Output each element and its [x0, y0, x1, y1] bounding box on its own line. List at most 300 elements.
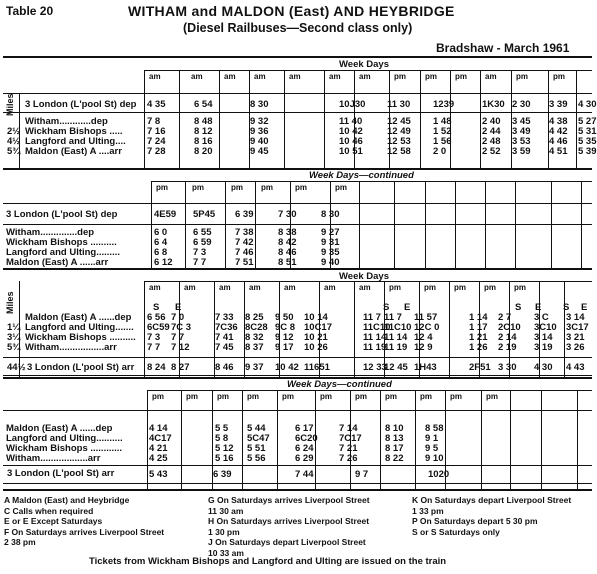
train-time: 10C17 [304, 322, 332, 333]
train-time: 6 17 [295, 423, 314, 434]
station-name: Maldon (East) A ......dep [6, 423, 113, 434]
notes-column-2 [208, 495, 370, 558]
train-time: 5C47 [247, 433, 270, 444]
train-time: 8 22 [385, 453, 404, 464]
station-mileage: 2½ [7, 126, 21, 137]
train-time: 8 38 [278, 227, 297, 238]
train-time: 5 51 [247, 443, 266, 454]
train-time: 7 46 [235, 247, 254, 258]
train-time: 8 42 [278, 237, 297, 248]
station-name: Langford and Ulting.......... [6, 433, 123, 444]
train-time: 9 32 [250, 116, 269, 127]
train-time: 8 51 [278, 257, 297, 268]
train-time: 3 59 [512, 146, 531, 157]
train-time: 11 57 [414, 312, 438, 323]
train-time: 5 5 [215, 423, 229, 434]
miles-label: Miles [5, 291, 15, 314]
period-label: am [289, 72, 301, 81]
period-label: pm [217, 392, 229, 401]
arrival-time: 8 27 [171, 362, 190, 373]
row-rule [147, 390, 592, 391]
note-line: C Calls when required [4, 505, 94, 516]
train-time: 8 32 [245, 332, 264, 343]
train-time: 4 51 [549, 146, 568, 157]
arrival-time: 12 33 [363, 362, 387, 373]
arrival-time: 4 30 [534, 362, 553, 373]
train-time: 12 49 [387, 126, 411, 137]
train-time: 7 33 [215, 312, 234, 323]
column-rule [455, 181, 456, 270]
train-time: 3C10 [534, 322, 557, 333]
train-time: 7 24 [147, 136, 166, 147]
train-time: 3 C [534, 312, 549, 323]
train-time: 11 40 [339, 116, 363, 127]
column-rule [242, 390, 243, 491]
note-line: 2 38 pm [4, 537, 36, 547]
station-name: Wickham Bishops ..... [25, 126, 123, 137]
train-time: 1 52 [433, 126, 452, 137]
train-time: 5 44 [247, 423, 266, 434]
london-station: 3 London (L'pool St) arr [7, 468, 115, 479]
column-rule [577, 390, 578, 491]
train-time: 7 3 [193, 247, 207, 258]
period-label: am [359, 72, 371, 81]
period-label: pm [553, 72, 565, 81]
station-name: Wickham Bishops ............ [6, 443, 123, 454]
train-time: 8C28 [245, 322, 268, 333]
period-label: am [191, 72, 203, 81]
train-time: 1 26 [469, 342, 488, 353]
note-line: E or E Except Saturdays [4, 516, 103, 526]
column-rule [551, 181, 552, 270]
period-label: am [485, 72, 497, 81]
arrival-time: 8 46 [215, 362, 234, 373]
section-heading: Week Days—continued [309, 170, 414, 181]
train-time: 7 0 [171, 312, 185, 323]
row-rule [3, 112, 592, 113]
train-time: 5 31 [578, 126, 597, 137]
period-label: am [149, 72, 161, 81]
notes-column-1 [4, 495, 164, 548]
station-mileage: 3¼ [7, 332, 21, 343]
note-line: P On Saturdays depart 5 30 pm [412, 516, 538, 526]
period-label: pm [420, 392, 432, 401]
page-title: WITHAM and MALDON (East) AND HEYBRIDGE [128, 3, 455, 19]
row-rule [3, 375, 592, 376]
train-time: 7 7 [193, 257, 207, 268]
station-name: Witham.................arr [25, 342, 117, 353]
train-time: 11 19 [384, 342, 408, 353]
column-rule [277, 390, 278, 491]
page-subtitle: (Diesel Railbuses—Second class only) [183, 21, 413, 35]
arrival-time: 7 44 [295, 469, 314, 480]
train-time: 8 20 [194, 146, 213, 157]
train-time: 9C 8 [275, 322, 296, 333]
arrival-time: 10 42 [275, 362, 299, 373]
period-label: am [359, 283, 371, 292]
period-label: pm [152, 392, 164, 401]
period-label: pm [425, 72, 437, 81]
note-line: 1 33 pm [412, 505, 444, 516]
period-label: pm [514, 283, 526, 292]
note-line: A Maldon (East) and Heybridge [4, 495, 130, 505]
train-time: 9 10 [425, 453, 444, 464]
period-label: pm [282, 392, 294, 401]
period-label: am [284, 283, 296, 292]
train-time: 9 40 [321, 257, 340, 268]
column-rule [485, 181, 486, 270]
train-time: 7C 3 [171, 322, 192, 333]
arrival-time: 2F51 [469, 362, 491, 373]
arrival-time: 9 37 [245, 362, 264, 373]
train-time: 1 14 [469, 312, 488, 323]
section-heading: Week Days—continued [287, 379, 392, 390]
departure-time: 6 54 [194, 99, 213, 110]
train-time: 9 40 [250, 136, 269, 147]
train-time: 9 35 [321, 247, 340, 258]
train-time: 12 53 [387, 136, 411, 147]
row-rule [3, 203, 592, 204]
station-name: Langford and Ulting......... [6, 247, 120, 258]
period-label: am [329, 72, 341, 81]
station-name: Langford and Ulting.... [25, 136, 126, 147]
departure-time: 11 30 [387, 99, 411, 110]
saturday-flag: E [175, 302, 182, 313]
train-time: 8 37 [245, 342, 264, 353]
train-time: 7 7 [171, 332, 185, 343]
column-rule [284, 70, 285, 170]
train-time: 7C36 [215, 322, 238, 333]
column-rule [420, 70, 421, 170]
train-time: 4 42 [549, 126, 568, 137]
column-rule [564, 281, 565, 379]
period-label: pm [394, 72, 406, 81]
column-rule [354, 281, 355, 379]
train-time: 12C 0 [414, 322, 440, 333]
train-time: 11 7 [384, 312, 402, 323]
note-line: H On Saturdays arrives Liverpool Street [208, 516, 370, 526]
train-time: 6 55 [193, 227, 212, 238]
train-time: 5 16 [215, 453, 234, 464]
train-time: 10 42 [339, 126, 363, 137]
train-time: 5 27 [578, 116, 597, 127]
column-rule [181, 390, 182, 491]
period-label: pm [385, 392, 397, 401]
train-time: 2 7 [498, 312, 512, 323]
note-line: 10 33 am [208, 547, 244, 558]
train-time: 7 21 [339, 443, 358, 454]
train-time: 7 8 [147, 116, 161, 127]
section-heading: Week Days [339, 271, 389, 282]
column-rule [219, 70, 220, 170]
column-rule [225, 181, 226, 270]
train-time: 8 16 [194, 136, 213, 147]
station-name: Wickham Bishops .......... [25, 332, 136, 343]
train-time: 3 21 [566, 332, 585, 343]
column-rule [515, 181, 516, 270]
train-time: 7 42 [235, 237, 254, 248]
arrival-time: 4 43 [566, 362, 585, 373]
arrival-time: 3 30 [498, 362, 517, 373]
train-time: 12 58 [387, 146, 411, 157]
train-time: 9 31 [321, 237, 340, 248]
period-label: am [219, 283, 231, 292]
column-rule [255, 181, 256, 270]
period-label: pm [192, 183, 204, 192]
train-time: 2 52 [482, 146, 501, 157]
row-rule [3, 410, 592, 411]
station-name: Langford and Ulting....... [25, 322, 134, 333]
station-name: Witham............dep [25, 116, 108, 127]
column-rule [144, 281, 145, 379]
column-rule [425, 181, 426, 270]
train-time: 7 26 [339, 453, 358, 464]
period-label: am [324, 283, 336, 292]
timetable-section-3 [3, 268, 592, 379]
train-time: 4 25 [149, 453, 168, 464]
train-time: 8 46 [278, 247, 297, 258]
column-rule [380, 390, 381, 491]
train-time: 6 24 [295, 443, 314, 454]
train-time: 3 26 [566, 342, 585, 353]
station-name: Maldon (East) A ....arr [25, 146, 122, 157]
arrival-time: 6 39 [213, 469, 232, 480]
train-time: 6C20 [295, 433, 318, 444]
arrival-time: 12 45 [384, 362, 408, 373]
timetable-section-2 [3, 168, 592, 270]
train-time: 1 56 [433, 136, 452, 147]
row-rule [3, 465, 592, 466]
column-rule [185, 181, 186, 270]
departure-time: 4 35 [147, 99, 166, 110]
departure-time: 2 30 [512, 99, 531, 110]
note-line: J On Saturdays depart Liverpool Street [208, 537, 366, 547]
train-time: 11 14 [363, 332, 387, 343]
saturday-flag: S [563, 302, 570, 313]
arrival-time: 11651 [304, 362, 330, 373]
train-time: 3C17 [566, 322, 589, 333]
period-label: am [224, 72, 236, 81]
period-label: am [249, 283, 261, 292]
train-time: 7 51 [235, 257, 254, 268]
train-time: 1 21 [469, 332, 488, 343]
period-label: pm [335, 183, 347, 192]
train-time: 9 50 [275, 312, 294, 323]
train-time: 7 12 [171, 342, 190, 353]
station-mileage: 5¾ [7, 146, 21, 157]
row-rule [144, 281, 592, 282]
row-rule [3, 357, 592, 358]
saturday-flag: E [581, 302, 588, 313]
departure-time: 4 30 [578, 99, 597, 110]
train-time: 6 8 [154, 247, 168, 258]
train-time: 8 25 [245, 312, 264, 323]
train-time: 3 14 [566, 312, 585, 323]
period-label: pm [186, 392, 198, 401]
period-label: am [184, 283, 196, 292]
train-time: 2 14 [498, 332, 517, 343]
train-time: 3 53 [512, 136, 531, 147]
train-time: 8 48 [194, 116, 213, 127]
train-time: 5 35 [578, 136, 597, 147]
arrival-time: 5 43 [149, 469, 168, 480]
column-rule [415, 390, 416, 491]
train-time: 11 14 [384, 332, 408, 343]
station-mileage: 4½ [7, 136, 21, 147]
train-time: 5 8 [215, 433, 229, 444]
train-time: 2 48 [482, 136, 501, 147]
column-rule [449, 281, 450, 379]
column-rule [147, 390, 148, 491]
train-time: 11 19 [363, 342, 387, 353]
period-label: pm [424, 283, 436, 292]
section-heading: Week Days [339, 59, 389, 70]
period-label: pm [389, 283, 401, 292]
train-time: 5 39 [578, 146, 597, 157]
departure-time: 7 30 [278, 209, 297, 220]
train-time: 10 14 [304, 312, 328, 323]
train-time: 3 19 [534, 342, 553, 353]
period-label: pm [231, 183, 243, 192]
train-time: 5 12 [215, 443, 234, 454]
note-line: 1 30 pm [208, 526, 240, 537]
train-time: 2 0 [433, 146, 447, 157]
column-rule [151, 181, 152, 270]
period-label: pm [247, 392, 259, 401]
train-time: 9 27 [321, 227, 340, 238]
row-rule [144, 70, 592, 71]
train-time: 2C10 [498, 322, 521, 333]
station-name: Maldon (East) A ......arr [6, 257, 109, 268]
train-time: 7 3 [147, 332, 161, 343]
period-label: pm [320, 392, 332, 401]
column-rule [394, 181, 395, 270]
train-time: 6 56 [147, 312, 166, 323]
saturday-flag: S [383, 302, 390, 313]
departure-time: 5P45 [193, 209, 216, 220]
saturday-flag: S [515, 302, 522, 313]
train-time: 7 41 [215, 332, 234, 343]
arrival-time: 9 7 [355, 469, 369, 480]
train-time: 6 12 [154, 257, 173, 268]
train-time: 1 17 [469, 322, 488, 333]
train-time: 11 7 [363, 312, 381, 323]
departure-time: 3 39 [549, 99, 568, 110]
train-time: 8 12 [194, 126, 213, 137]
train-time: 4 21 [149, 443, 168, 454]
period-label: pm [295, 183, 307, 192]
timetable-section-1 [3, 56, 597, 170]
timetable-section-4 [3, 377, 592, 491]
station-mileage: 1¼ [7, 322, 21, 333]
departure-time: 8 30 [321, 209, 340, 220]
train-time: 9 1 [425, 433, 439, 444]
train-time: 2 40 [482, 116, 501, 127]
arrival-time: 8 24 [147, 362, 166, 373]
period-label: pm [355, 392, 367, 401]
column-rule [324, 70, 325, 170]
table-number: Table 20 [6, 4, 54, 18]
london-station: 3 London (L'pool St) dep [25, 99, 137, 110]
train-time: 7 45 [215, 342, 234, 353]
column-rule [480, 70, 481, 170]
departure-time: 1K30 [482, 99, 505, 110]
saturday-flag: E [404, 302, 411, 313]
column-rule [581, 181, 582, 270]
station-name: Maldon (East) A ......dep [25, 312, 132, 323]
train-time: 8 17 [385, 443, 404, 454]
departure-time: 10J30 [339, 99, 366, 110]
column-rule [179, 70, 180, 170]
arrival-time: 1020 [428, 469, 450, 480]
row-rule [151, 181, 592, 182]
period-label: am [149, 283, 161, 292]
period-label: pm [261, 183, 273, 192]
train-time: 3 45 [512, 116, 531, 127]
train-time: 8 58 [425, 423, 444, 434]
train-time: 9 17 [275, 342, 294, 353]
train-time: 2 19 [498, 342, 517, 353]
period-label: am [254, 72, 266, 81]
departure-time: 4E59 [154, 209, 177, 220]
column-rule [510, 390, 511, 491]
station-mileage: 5¾ [7, 342, 21, 353]
saturday-flag: S [153, 302, 160, 313]
column-rule [359, 181, 360, 270]
train-time: 3 14 [534, 332, 553, 343]
london-mileage: 44½ [7, 362, 26, 373]
train-time: 12 9 [414, 342, 433, 353]
station-name: Wickham Bishops .......... [6, 237, 117, 248]
train-time: 4 38 [549, 116, 568, 127]
departure-time: 8 30 [250, 99, 269, 110]
train-time: 8 13 [385, 433, 404, 444]
note-line: S or S Saturdays only [412, 526, 500, 537]
note-line: G On Saturdays arrives Liverpool Street [208, 495, 370, 505]
train-time: 8 10 [385, 423, 404, 434]
period-label: pm [450, 392, 462, 401]
source-label: Bradshaw - March 1961 [436, 41, 570, 55]
miles-label: Miles [5, 93, 15, 116]
train-time: 10 46 [339, 136, 363, 147]
train-time: 12 4 [414, 332, 433, 343]
train-time: 11C10 [363, 322, 391, 333]
train-time: 12 45 [387, 116, 411, 127]
column-rule [576, 70, 577, 170]
departure-time: 1239 [433, 99, 455, 110]
row-rule [3, 224, 592, 225]
train-time: 9 12 [275, 332, 294, 343]
period-label: pm [486, 392, 498, 401]
period-label: pm [454, 283, 466, 292]
column-rule [541, 390, 542, 491]
departure-time: 6 39 [235, 209, 254, 220]
train-time: 7 16 [147, 126, 166, 137]
row-rule [3, 483, 592, 484]
footer-note: Tickets from Wickham Bishops and Langford and Ulting are issued on the train [89, 556, 447, 567]
notes-column-3 [412, 495, 571, 537]
notes-section [3, 489, 592, 492]
train-time: 9 5 [425, 443, 439, 454]
train-time: 6 0 [154, 227, 168, 238]
train-time: 10 26 [304, 342, 328, 353]
train-time: 7 28 [147, 146, 166, 157]
period-label: pm [156, 183, 168, 192]
london-station: 3 London (L'pool St) arr [27, 362, 135, 373]
period-label: pm [484, 283, 496, 292]
train-time: 1 48 [433, 116, 452, 127]
train-time: 4C17 [149, 433, 172, 444]
